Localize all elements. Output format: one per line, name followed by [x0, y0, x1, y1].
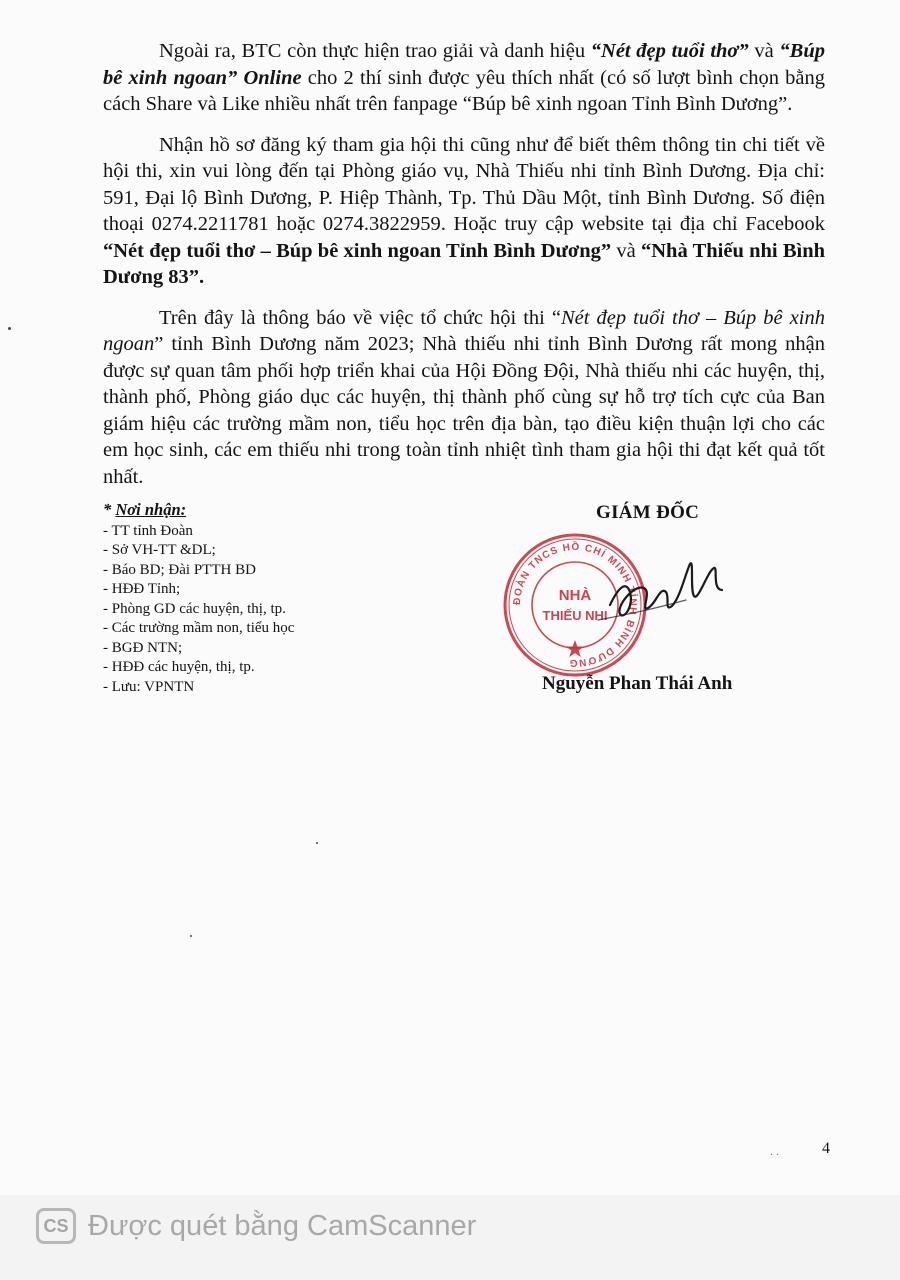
paragraph-online-awards [103, 38, 825, 118]
document-body [103, 38, 825, 504]
facebook-page-name-1: “Nét đẹp tuổi thơ – Búp bê xinh ngoan Tỉnh Bình Dương” [103, 239, 612, 262]
recipients-list [103, 522, 443, 698]
recipients-title [103, 500, 443, 520]
signer-title: GIÁM ĐỐC [596, 502, 700, 523]
text-run: Trên đây là thông báo về việc tổ chức hội thi “ [159, 306, 561, 329]
text-run: ” tỉnh Bình Dương năm 2023; Nhà thiếu nhi tỉnh Bình Dương rất mong nhận được sự quan tâm phối hợp triển khai của Hội Đồng Đội, Nhà thiếu nhi các huyện, thị, thành phố, Phòng giáo dục các huyện, thị thành phố cùng sự hỗ trợ tích cực của Ban giám hiệu các trường mầm non, tiểu học trên địa bàn, tạo điều kiện thuận lợi cho các em học sinh, các em thiếu nhi trong toàn tỉnh nhiệt tình tham gia hội thi đạt kết quả tốt nhất. [103, 333, 825, 488]
text-run: và [611, 239, 641, 262]
seal-ring-text: ĐOÀN TNCS HỒ CHÍ MINH TỈNH BÌNH DƯƠNG [511, 541, 639, 669]
page-number: 4 [822, 1140, 830, 1157]
recipients-block [103, 500, 443, 697]
stray-dots: . . [770, 1144, 779, 1158]
recipient-item: - Các trường mầm non, tiểu học [103, 620, 295, 636]
recipients-heading: Nơi nhận: [115, 500, 187, 519]
seal-star-icon [566, 640, 584, 657]
award-title-net-dep: “Nét đẹp tuổi thơ” [590, 40, 749, 62]
recipient-item: - TT tỉnh Đoàn [103, 522, 193, 539]
seal-center-line-1: NHÀ [558, 587, 592, 604]
recipient-item: - Phòng GD các huyện, thị, tp. [103, 600, 286, 617]
recipient-item: - Lưu: VPNTN [103, 678, 195, 695]
recipient-item: - Báo BD; Đài PTTH BD [103, 561, 256, 578]
scan-speck [190, 935, 192, 937]
camscanner-logo-icon: CS [36, 1208, 76, 1244]
recipient-item: - HĐĐ Tỉnh; [103, 581, 181, 597]
signer-name: Nguyễn Phan Thái Anh [542, 673, 733, 694]
text-run: Nhận hồ sơ đăng ký tham gia hội thi cũng như để biết thêm thông tin chi tiết về hội thi, xin vui lòng đến tại Phòng giáo vụ, Nhà Thiếu nhi tỉnh Bình Dương. Địa chỉ: 591, Đại lộ Bình Dương, P. Hiệp Thành, Tp. Thủ Dầu Một, tỉnh Bình Dương. Số điện thoại 0274.2211781 hoặc 0274.3822959. Hoặc truy cập website tại địa chỉ Facebook [103, 133, 825, 235]
paragraph-registration-info [103, 132, 825, 291]
recipients-star: * [103, 500, 116, 519]
handwritten-signature [590, 550, 730, 640]
recipient-item: - Sở VH-TT &DL; [103, 542, 216, 558]
paragraph-closing [103, 305, 825, 491]
seal-center-line-2: THIẾU NHI [542, 608, 608, 623]
facebook-page-name-2: “Nhà Thiếu nhi Bình Dương 83”. [103, 239, 825, 288]
contest-name: Nét đẹp tuổi thơ – Búp bê xinh ngoan [103, 306, 825, 355]
recipient-item: - BGĐ NTN; [103, 639, 183, 656]
text-run: và [748, 40, 780, 62]
scan-speck [8, 327, 11, 330]
award-title-bup-be-online: “Búp bê xinh ngoan” Online [103, 40, 825, 89]
recipient-item: - HĐĐ các huyện, thị, tp. [103, 659, 255, 675]
text-run: cho 2 thí sinh được yêu thích nhất (có số lượt bình chọn bằng cách Share và Like nhiều nhất trên fanpage “Búp bê xinh ngoan Tỉnh Bình Dương”. [103, 66, 825, 115]
text-run: Ngoài ra, BTC còn thực hiện trao giải và danh hiệu [159, 40, 591, 62]
camscanner-watermark-text: Được quét bằng CamScanner [88, 1210, 477, 1242]
scan-speck [316, 842, 318, 844]
